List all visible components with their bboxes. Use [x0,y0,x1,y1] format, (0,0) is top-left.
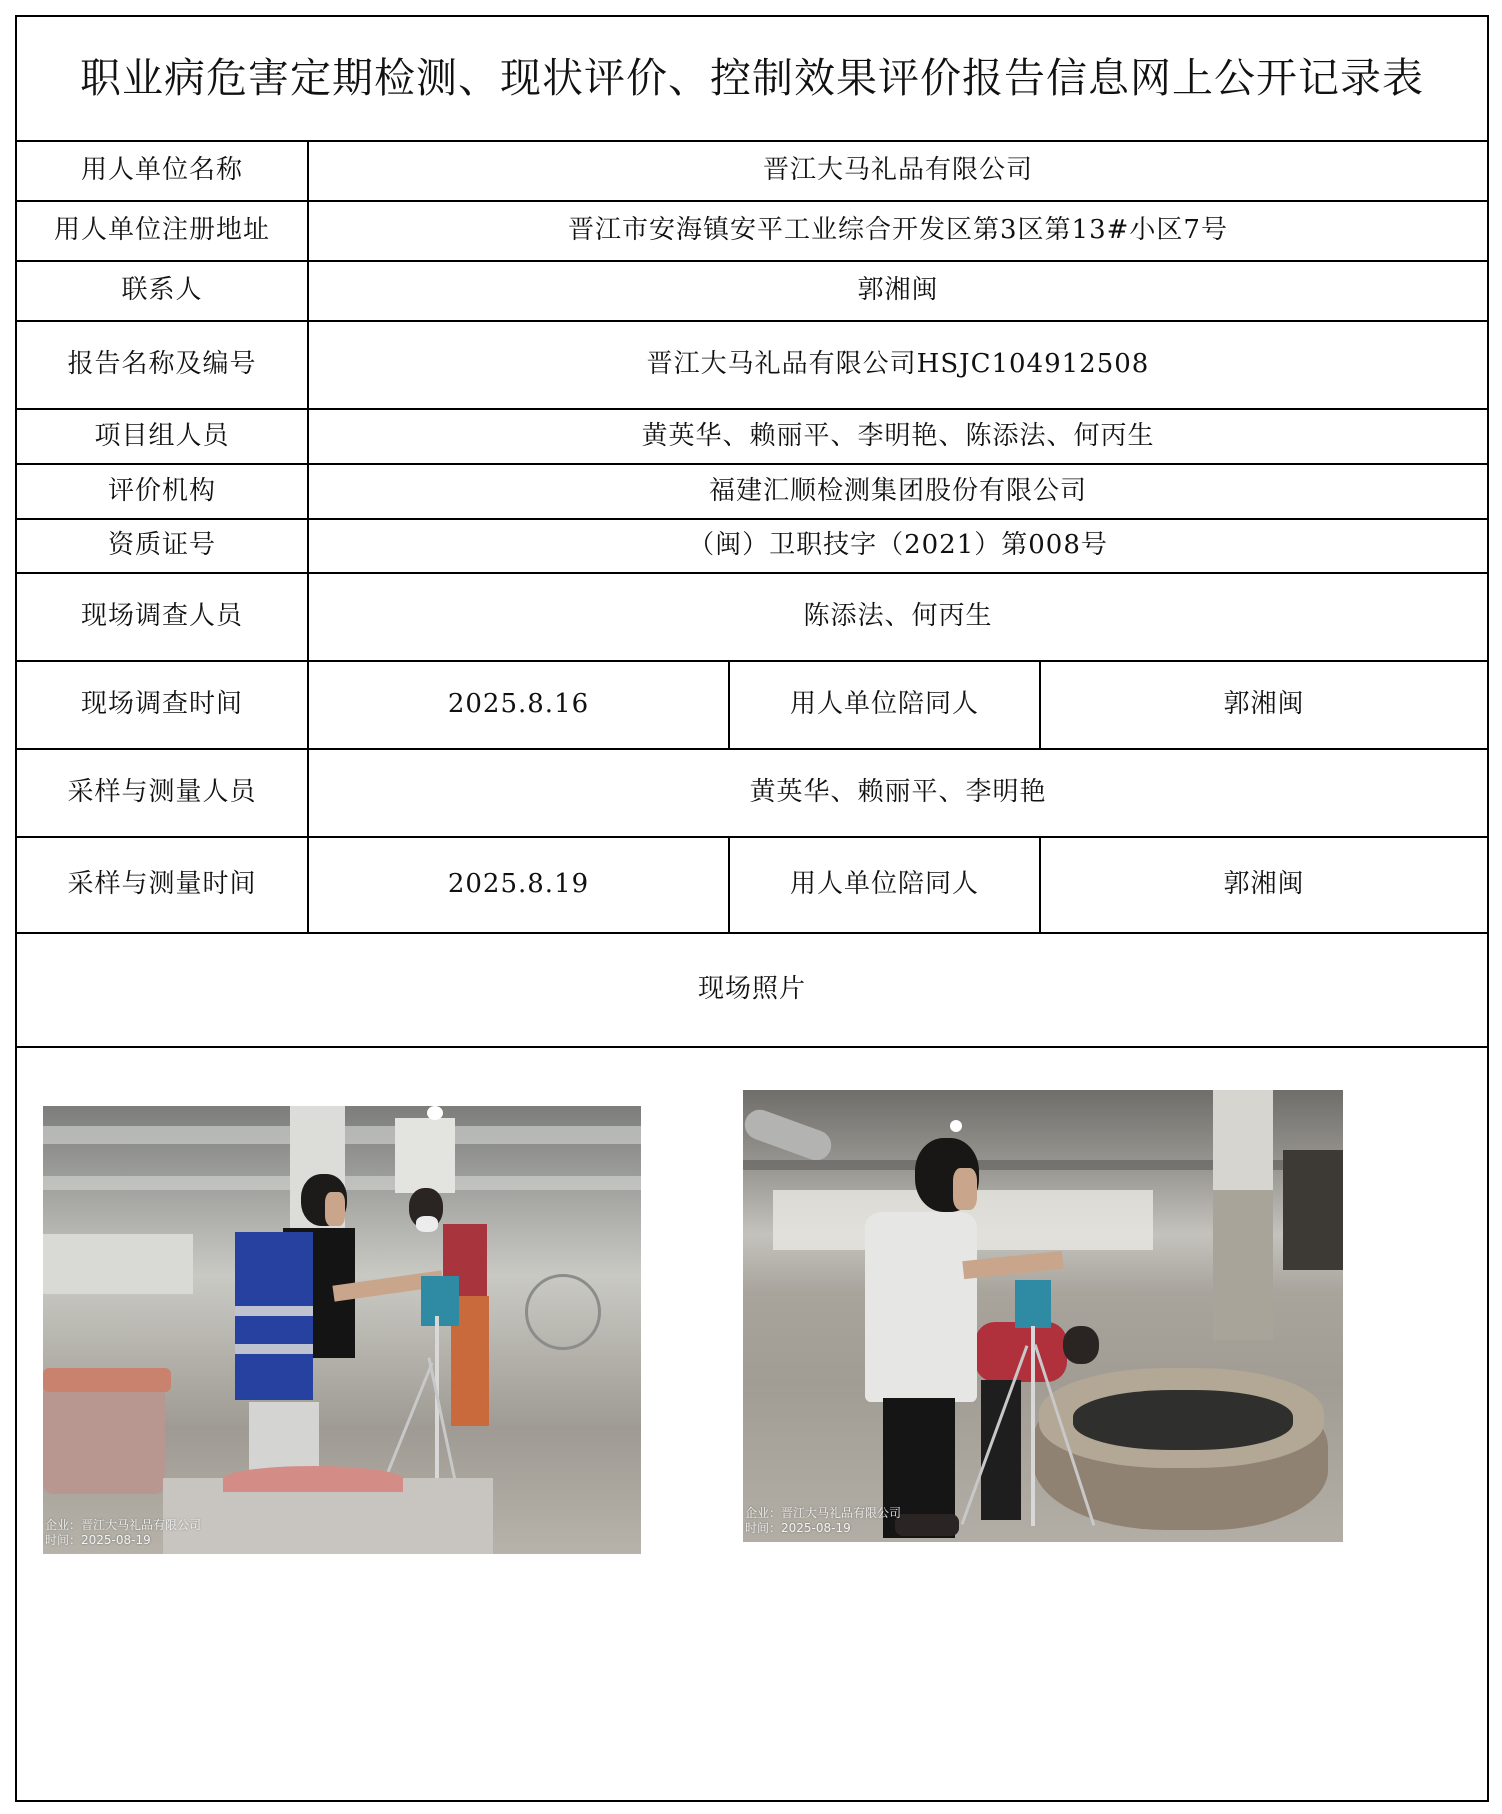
value-contact: 郭湘闽 [308,261,1488,321]
value-qualification-no: （闽）卫职技字（2021）第008号 [308,519,1488,573]
label-sampling-staff: 采样与测量人员 [16,749,308,837]
title-row [16,16,1488,141]
vest-stripe [235,1306,313,1316]
row-sampling-time [16,837,1488,933]
row-contact [16,261,1488,321]
label-survey-time: 现场调查时间 [16,661,308,749]
slab-top [223,1466,403,1492]
shelf-dark [1283,1150,1343,1270]
row-project-team [16,409,1488,464]
row-survey-time [16,661,1488,749]
value-project-team: 黄英华、赖丽平、李明艳、陈添法、何丙生 [308,409,1488,464]
label-contact: 联系人 [16,261,308,321]
value-survey-time: 2025.8.16 [308,661,729,749]
light [427,1106,443,1120]
label-report: 报告名称及编号 [16,321,308,409]
value-report: 晋江大马礼品有限公司HSJC104912508 [308,321,1488,409]
row-report [16,321,1488,409]
value-sampling-staff: 黄英华、赖丽平、李明艳 [308,749,1488,837]
photos-header: 现场照片 [16,933,1488,1047]
record-table [15,15,1489,1802]
label-employer-address: 用人单位注册地址 [16,201,308,261]
light [950,1120,962,1132]
sign-box [395,1118,455,1193]
value-employer-name: 晋江大马礼品有限公司 [308,141,1488,201]
sampling-instrument [1015,1280,1051,1328]
person-tshirt [865,1212,977,1402]
sampling-instrument [421,1276,459,1326]
row-sampling-staff [16,749,1488,837]
value-employer-address: 晋江市安海镇安平工业综合开发区第3区第13#小区7号 [308,201,1488,261]
photo-1-company: 企业：晋江大马礼品有限公司 [45,1518,202,1532]
photo-2-company: 企业：晋江大马礼品有限公司 [745,1506,902,1520]
value-sampling-companion: 郭湘闽 [1040,837,1488,933]
worker-mask [416,1216,438,1232]
person-face [953,1168,977,1210]
row-qualification-no [16,519,1488,573]
label-evaluation-agency: 评价机构 [16,464,308,519]
label-employer-name: 用人单位名称 [16,141,308,201]
value-sampling-time: 2025.8.19 [308,837,729,933]
label-sampling-time: 采样与测量时间 [16,837,308,933]
value-survey-companion: 郭湘闽 [1040,661,1488,749]
value-survey-staff: 陈添法、何丙生 [308,573,1488,661]
photo-1-caption [45,1518,201,1548]
row-photos-header [16,933,1488,1047]
vest-stripe [235,1344,313,1354]
fan [525,1274,601,1350]
row-photos [16,1047,1488,1801]
worker-head [1063,1326,1099,1364]
photo-2-time: 时间：2025-08-19 [745,1521,851,1535]
label-survey-companion: 用人单位陪同人 [729,661,1040,749]
site-photo-1 [43,1106,641,1554]
row-employer-name [16,141,1488,201]
document-title: 职业病危害定期检测、现状评价、控制效果评价报告信息网上公开记录表 [16,16,1488,141]
photo-2-caption [745,1506,901,1536]
row-evaluation-agency [16,464,1488,519]
mold-interior [1073,1390,1293,1450]
photo-1-time: 时间：2025-08-19 [45,1533,151,1547]
safety-vest [235,1232,313,1400]
value-evaluation-agency: 福建汇顺检测集团股份有限公司 [308,464,1488,519]
worker-shirt [975,1322,1067,1382]
person-shoe [895,1514,959,1536]
bucket [43,1374,165,1494]
person-face [325,1192,345,1226]
tripod-leg [1031,1326,1035,1526]
bucket-rim [43,1368,171,1392]
row-survey-staff [16,573,1488,661]
label-sampling-companion: 用人单位陪同人 [729,837,1040,933]
label-project-team: 项目组人员 [16,409,308,464]
photos-cell [16,1047,1488,1801]
label-qualification-no: 资质证号 [16,519,308,573]
ceiling-duct [743,1106,835,1165]
site-photo-2 [743,1090,1343,1542]
wall-panel [43,1234,193,1294]
row-employer-address [16,201,1488,261]
record-sheet [15,15,1487,1800]
pillar-top [1213,1090,1273,1190]
person-arm [962,1251,1063,1279]
label-survey-staff: 现场调查人员 [16,573,308,661]
